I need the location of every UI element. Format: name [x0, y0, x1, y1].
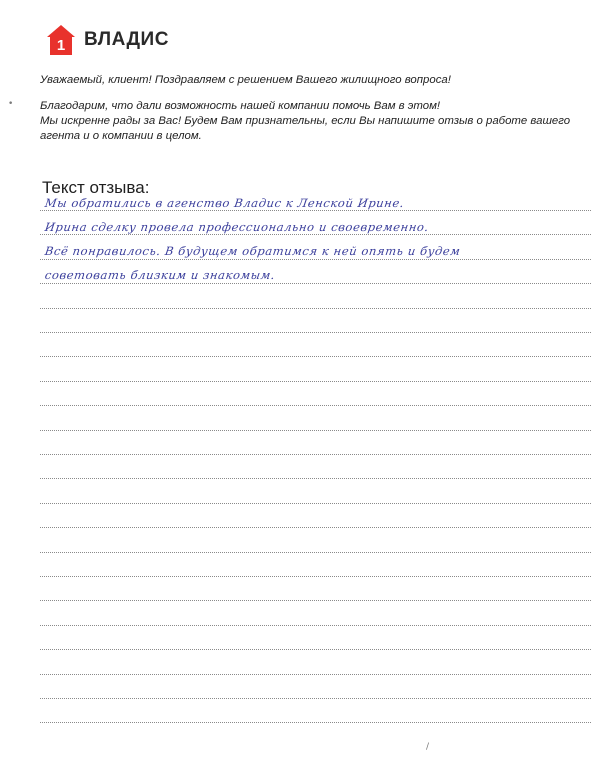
scan-dot: • [8, 99, 14, 109]
ruled-line [40, 259, 591, 260]
ruled-line [40, 625, 591, 626]
ruled-line [40, 527, 591, 528]
ruled-line [40, 405, 591, 406]
thanks-text: Благодарим, что дали возможность нашей компании помочь Вам в этом! [40, 100, 441, 112]
handwritten-line-4: советовать близким и знакомым. [44, 268, 277, 282]
ruled-line [40, 356, 591, 357]
ruled-line [40, 674, 591, 675]
ruled-line [40, 308, 591, 309]
ruled-line [40, 722, 591, 723]
ruled-line [40, 600, 591, 601]
ruled-line [40, 478, 591, 479]
handwritten-line-2: Ирина сделку провела профессионально и своевременно. [44, 220, 430, 234]
handwritten-line-1: Мы обратились в агенство Владис к Ленской Ирине. [44, 196, 406, 210]
ruled-line [40, 454, 591, 455]
ruled-line [40, 430, 591, 431]
ruled-line [40, 234, 591, 235]
ruled-line [40, 332, 591, 333]
review-label: Текст отзыва: [42, 178, 150, 197]
request-text: Мы искренне рады за Вас! Будем Вам признательны, если Вы напишите отзыв о работе вашего агента и о компании в целом. [40, 115, 571, 142]
brand-name: ВЛАДИС [84, 29, 169, 50]
ruled-line [40, 283, 591, 284]
ruled-lines [40, 0, 591, 768]
handwritten-line-3: Всё понравилось. В будущем обратимся к ней опять и будем [44, 244, 462, 258]
greeting-text: Уважаемый, клиент! Поздравляем с решением Вашего жилищного вопроса! [40, 74, 451, 86]
ruled-line [40, 576, 591, 577]
ruled-line [40, 649, 591, 650]
ruled-line [40, 210, 591, 211]
ruled-line [40, 381, 591, 382]
ruled-line [40, 552, 591, 553]
ruled-line [40, 503, 591, 504]
scan-mark: / [426, 742, 430, 752]
ruled-line [40, 698, 591, 699]
logo-badge: 1 [56, 37, 66, 54]
